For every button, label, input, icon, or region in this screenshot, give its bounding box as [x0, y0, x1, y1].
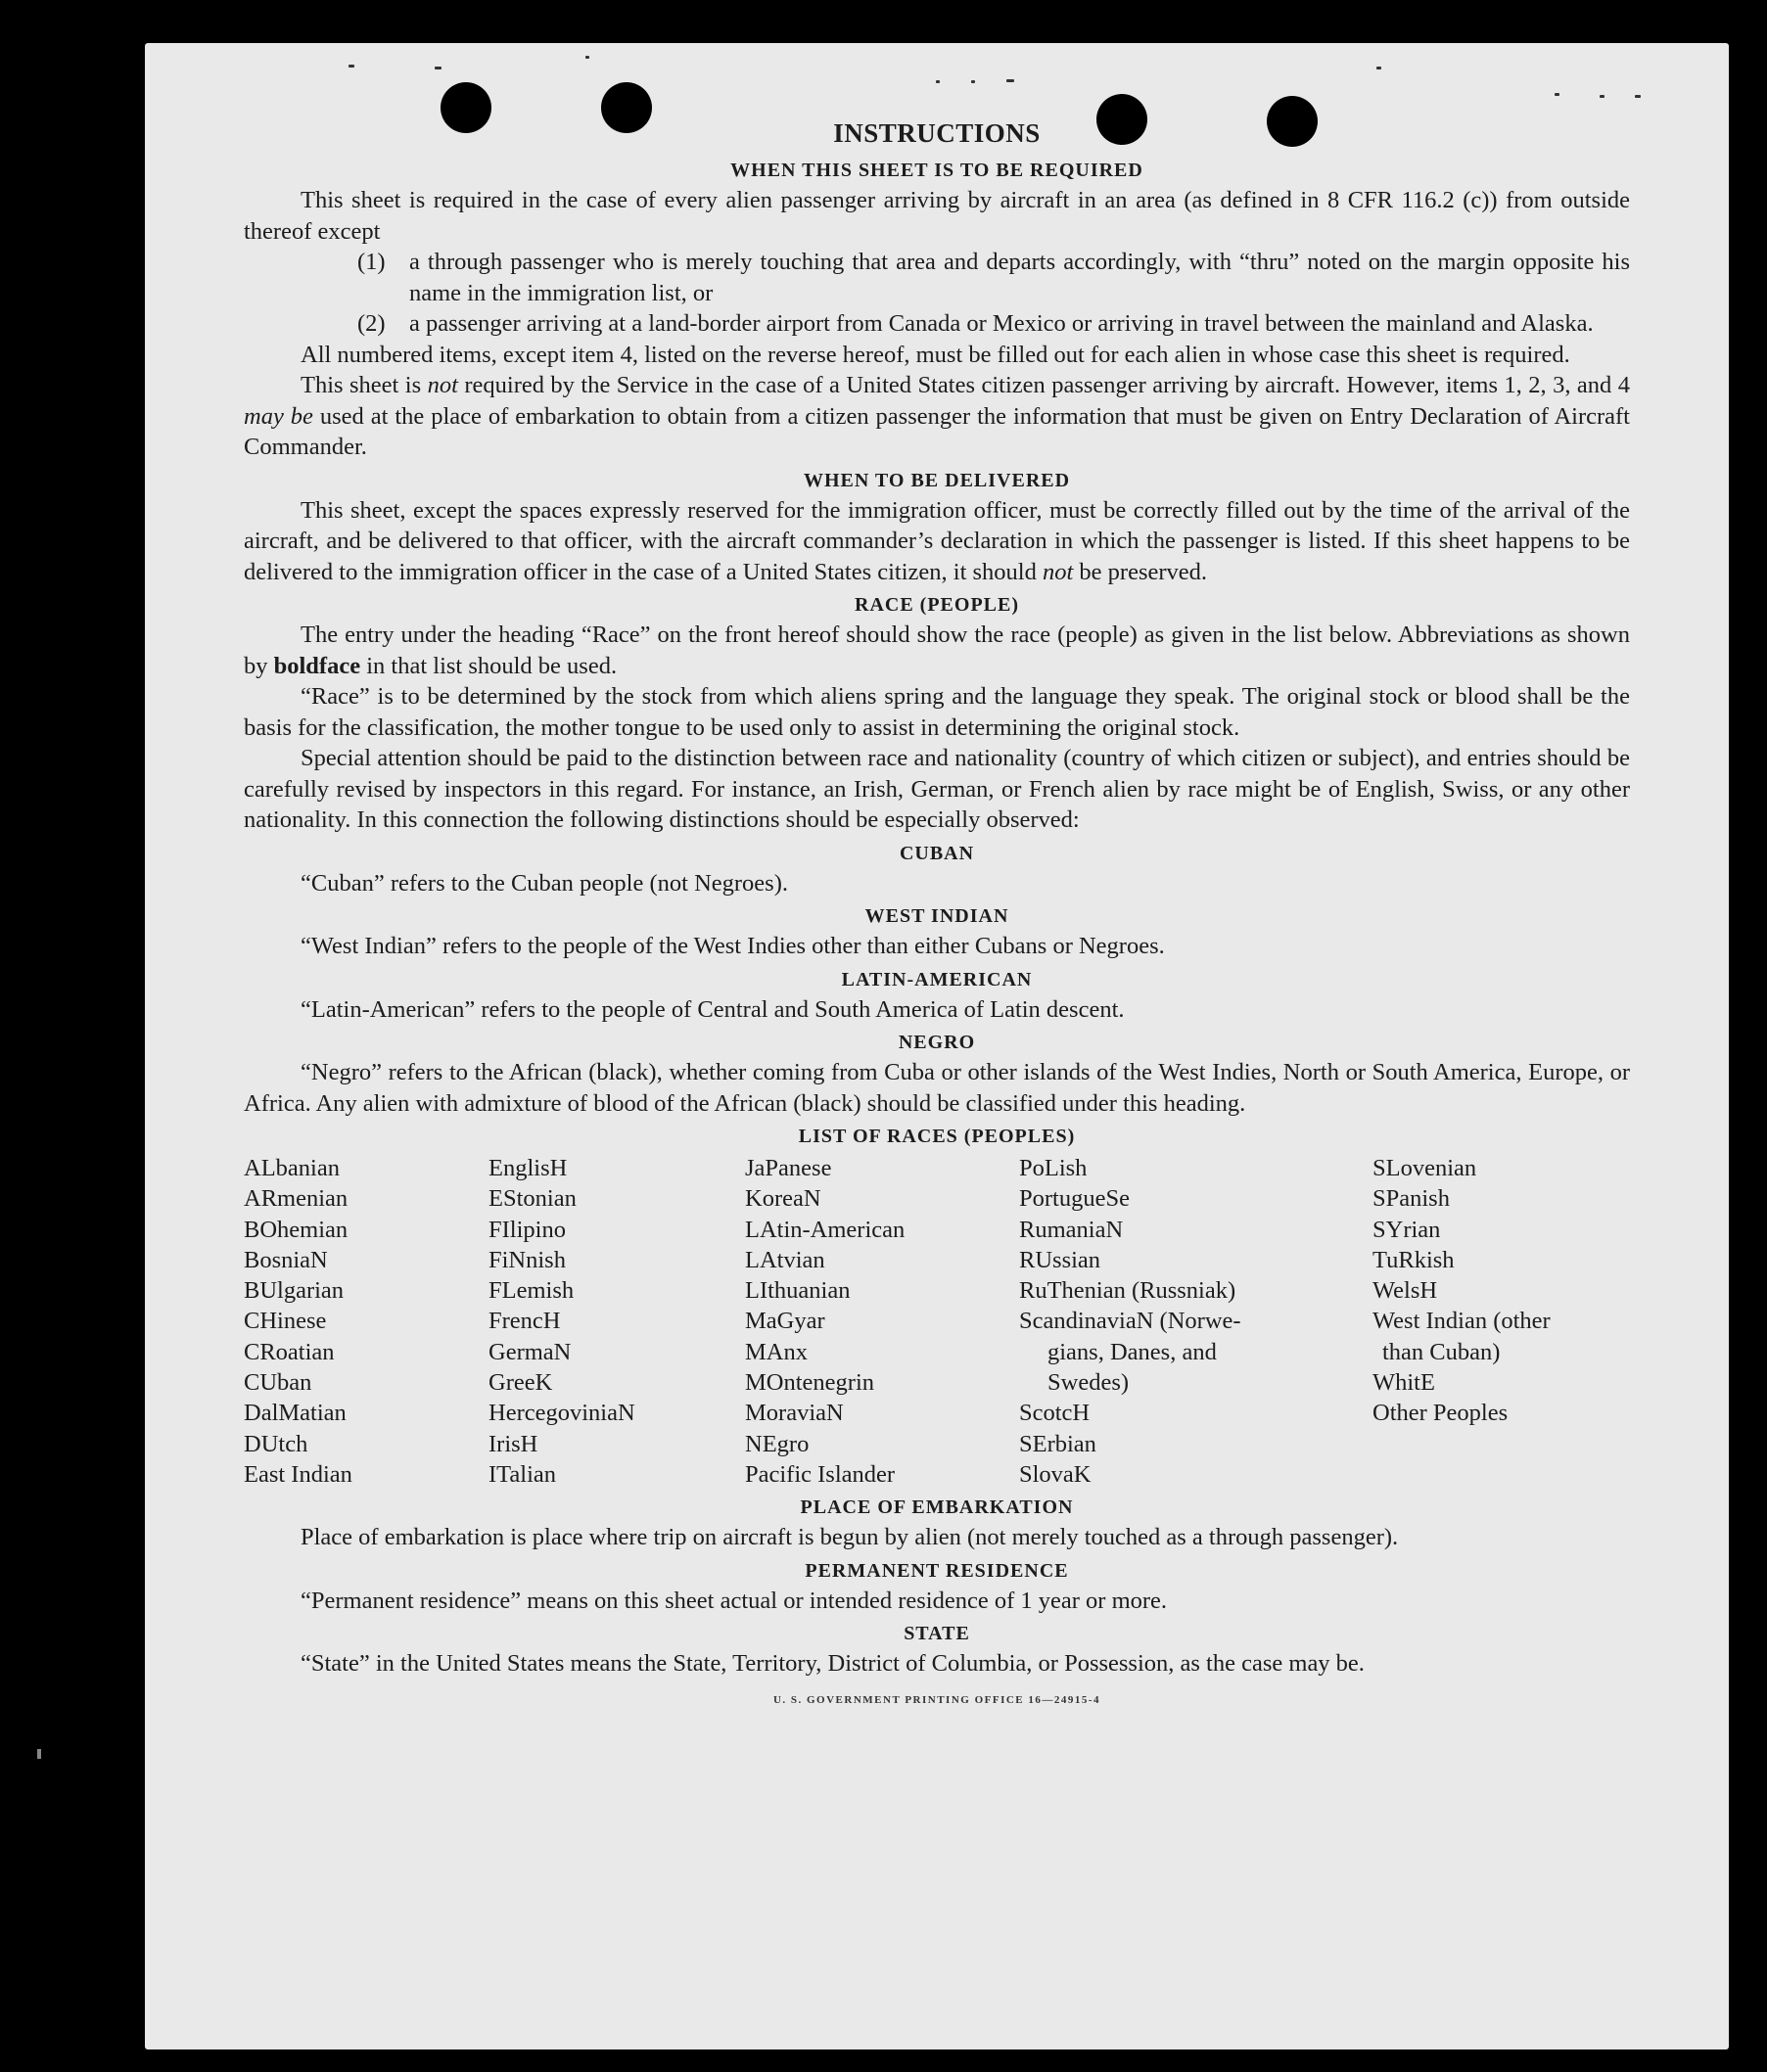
- race-entry: FiNnish: [488, 1246, 566, 1273]
- paragraph: “West Indian” refers to the people of the West Indies other than either Cubans or Negroes.: [301, 933, 1165, 959]
- section-heading-west-indian: WEST INDIAN: [864, 905, 1009, 927]
- race-entry: MoraviaN: [745, 1400, 844, 1427]
- race-entry: East Indian: [244, 1460, 352, 1488]
- race-entry: BosniaN: [244, 1246, 328, 1273]
- section-heading-state: STATE: [904, 1623, 970, 1645]
- list-item: [244, 308, 1630, 340]
- race-entry: TuRkish: [1372, 1246, 1455, 1273]
- race-entry: BUlgarian: [244, 1277, 345, 1305]
- race-entry: ITalian: [488, 1460, 557, 1488]
- race-entry: FrencH: [488, 1308, 561, 1335]
- emphasis-text: may be: [244, 402, 313, 430]
- paragraph: [244, 620, 1630, 681]
- race-entry: GreeK: [488, 1369, 553, 1397]
- print-speck: [971, 80, 975, 83]
- section-heading-latin-american: LATIN-AMERICAN: [841, 968, 1033, 990]
- race-entry: HercegoviniaN: [488, 1400, 635, 1427]
- paragraph: “Negro” refers to the African (black), whether coming from Cuba or other islands of the West Indies, North or South America, Europe, or Africa. Any alien with admixture of blood of the African (black) should be classified under this heading.: [244, 1059, 1630, 1117]
- bold-text: boldface: [273, 652, 361, 679]
- races-list: [244, 1153, 1630, 1490]
- race-entry: CHinese: [244, 1308, 327, 1335]
- race-entry: LAtvian: [745, 1246, 825, 1273]
- race-entry: SlovaK: [1019, 1460, 1092, 1488]
- print-speck: [585, 56, 589, 59]
- print-speck: [349, 65, 354, 68]
- section-heading-cuban: CUBAN: [899, 842, 975, 864]
- races-column-5: [1372, 1153, 1630, 1490]
- race-entry: SYrian: [1372, 1216, 1441, 1243]
- races-group: [1019, 1398, 1372, 1490]
- race-entry: Pacific Islander: [745, 1460, 896, 1488]
- paragraph: “Permanent residence” means on this sheet actual or intended residence of 1 year or more.: [301, 1587, 1168, 1614]
- race-entry: SPanish: [1372, 1185, 1450, 1213]
- text-run: be preserved.: [1073, 558, 1208, 585]
- race-entry: NEgro: [745, 1430, 810, 1457]
- print-speck: [1006, 79, 1014, 82]
- print-speck: [435, 67, 442, 69]
- race-entry: WelsH: [1372, 1277, 1438, 1305]
- races-group: [1372, 1367, 1630, 1429]
- races-group-indented: [1372, 1337, 1630, 1367]
- text-run: used at the place of embarkation to obtain from a citizen passenger the information that must be given on Entry Declaration of Aircraft Commander.: [244, 402, 1630, 460]
- race-entry: FLemish: [488, 1277, 575, 1305]
- print-speck: [1635, 95, 1641, 98]
- section-heading-race: RACE (PEOPLE): [855, 594, 1019, 616]
- race-entry: SErbian: [1019, 1430, 1096, 1457]
- document-sheet: [145, 43, 1729, 2049]
- races-group: [1372, 1153, 1630, 1337]
- paragraph: Place of embarkation is place where trip on aircraft is begun by alien (not merely touched as a through passenger).: [301, 1524, 1399, 1551]
- race-entry: WhitE: [1372, 1369, 1435, 1397]
- text-run: This sheet, except the spaces expressly reserved for the immigration officer, must be correctly filled out by the time of the arrival of the aircraft, and be delivered to that officer, with the aircraft commander’s declaration in which the passenger is listed. If this sheet happens to be delivered to the immigration officer in the case of a United States citizen, it should: [244, 496, 1630, 585]
- list-number: (1): [357, 249, 386, 275]
- race-entry: KoreaN: [745, 1185, 821, 1213]
- races-column-3: [745, 1153, 1019, 1490]
- paragraph: “Latin-American” refers to the people of Central and South America of Latin descent.: [301, 995, 1125, 1023]
- race-entry: MAnx: [745, 1338, 808, 1365]
- race-entry: EnglisH: [488, 1155, 568, 1181]
- races-column-2: [488, 1153, 745, 1490]
- section-heading-place-of-embarkation: PLACE OF EMBARKATION: [800, 1496, 1074, 1519]
- race-entry: CUban: [244, 1369, 312, 1397]
- margin-speck: [37, 1749, 41, 1759]
- race-entry: FIlipino: [488, 1216, 566, 1243]
- emphasis-text: not: [1042, 558, 1074, 585]
- paragraph: Special attention should be paid to the distinction between race and nationality (country of which citizen or subject), and entries should be carefully revised by inspectors in this regard. For instance, an Irish, German, or French alien by race might be of English, Swiss, or any other nationality. In this connection the following distinctions should be especially observed:: [244, 745, 1630, 833]
- page-title: INSTRUCTIONS: [833, 118, 1041, 148]
- race-entry: RUssian: [1019, 1246, 1101, 1273]
- races-group-indented: [1019, 1337, 1372, 1399]
- race-entry: ARmenian: [244, 1185, 349, 1213]
- race-entry: LIthuanian: [745, 1277, 851, 1305]
- paragraph: “Race” is to be determined by the stock from which aliens spring and the language they speak. The original stock or blood shall be the basis for the classification, the mother tongue to be used only to assist in determining the original stock.: [244, 683, 1630, 741]
- race-entry: BOhemian: [244, 1216, 349, 1243]
- race-entry: MOntenegrin: [745, 1369, 874, 1397]
- print-speck: [1555, 93, 1559, 96]
- printer-imprint: U. S. GOVERNMENT PRINTING OFFICE 16—24915-4: [772, 1693, 1101, 1706]
- race-entry: ScandinaviaN (Norwe-: [1019, 1308, 1241, 1335]
- print-speck: [1376, 67, 1381, 69]
- race-entry: gians, Danes, and: [1047, 1338, 1217, 1365]
- paragraph: All numbered items, except item 4, listed on the reverse hereof, must be filled out for each alien in whose case this sheet is required.: [301, 341, 1570, 368]
- race-entry: Other Peoples: [1372, 1400, 1509, 1427]
- emphasis-text: not: [427, 372, 458, 398]
- race-entry: DUtch: [244, 1430, 308, 1457]
- races-column-1: [244, 1153, 488, 1490]
- section-heading-when-delivered: WHEN TO BE DELIVERED: [803, 469, 1071, 491]
- race-entry: LAtin-American: [745, 1216, 906, 1243]
- race-entry: RuThenian (Russniak): [1019, 1277, 1236, 1305]
- race-entry: Swedes): [1047, 1369, 1130, 1397]
- race-entry: CRoatian: [244, 1338, 335, 1365]
- race-entry: IrisH: [488, 1430, 538, 1457]
- race-entry: SLovenian: [1372, 1155, 1477, 1181]
- list-number: (2): [357, 310, 386, 337]
- race-entry: PoLish: [1019, 1155, 1088, 1181]
- race-entry: DalMatian: [244, 1400, 347, 1427]
- instructions-body: [244, 114, 1630, 1716]
- race-entry: GermaN: [488, 1338, 572, 1365]
- list-item: [244, 247, 1630, 308]
- paragraph: [244, 370, 1630, 463]
- text-run: This sheet is: [301, 372, 428, 398]
- paragraph: This sheet is required in the case of every alien passenger arriving by aircraft in an area (as defined in 8 CFR 116.2 (c)) from outside thereof except: [244, 187, 1630, 245]
- race-entry: ALbanian: [244, 1155, 340, 1181]
- section-heading-permanent-residence: PERMANENT RESIDENCE: [805, 1559, 1069, 1582]
- race-entry: PortugueSe: [1019, 1185, 1130, 1213]
- print-speck: [936, 80, 940, 83]
- races-column-4: [1019, 1153, 1372, 1490]
- paragraph: “State” in the United States means the State, Territory, District of Columbia, or Possession, as the case may be.: [301, 1650, 1365, 1678]
- race-entry: JaPanese: [745, 1155, 832, 1181]
- text-run: The entry under the heading “Race” on the front hereof should show the race (people) as given in the list below. Abbreviations as shown by: [244, 622, 1630, 679]
- list-text: a through passenger who is merely touching that area and departs accordingly, with “thru” noted on the margin opposite his name in the immigration list, or: [409, 249, 1630, 306]
- race-entry: ScotcH: [1019, 1400, 1091, 1427]
- section-heading-negro: NEGRO: [898, 1032, 976, 1053]
- text-run: in that list should be used.: [360, 652, 618, 679]
- section-heading-when-required: WHEN THIS SHEET IS TO BE REQUIRED: [730, 160, 1143, 181]
- race-entry: EStonian: [488, 1185, 577, 1213]
- paragraph: [244, 495, 1630, 588]
- race-entry: MaGyar: [745, 1308, 825, 1335]
- section-heading-list-of-races: LIST OF RACES (PEOPLES): [798, 1126, 1076, 1147]
- text-run: required by the Service in the case of a United States citizen passenger arriving by aircraft. However, items 1, 2, 3, and 4: [457, 372, 1630, 398]
- list-text: a passenger arriving at a land-border airport from Canada or Mexico or arriving in travel between the mainland and Alaska.: [409, 310, 1594, 337]
- race-entry: than Cuban): [1382, 1338, 1501, 1365]
- races-group: [1019, 1153, 1372, 1337]
- race-entry: West Indian (other: [1372, 1308, 1551, 1335]
- race-entry: RumaniaN: [1019, 1216, 1124, 1243]
- print-speck: [1600, 95, 1604, 98]
- paragraph: “Cuban” refers to the Cuban people (not Negroes).: [301, 869, 788, 897]
